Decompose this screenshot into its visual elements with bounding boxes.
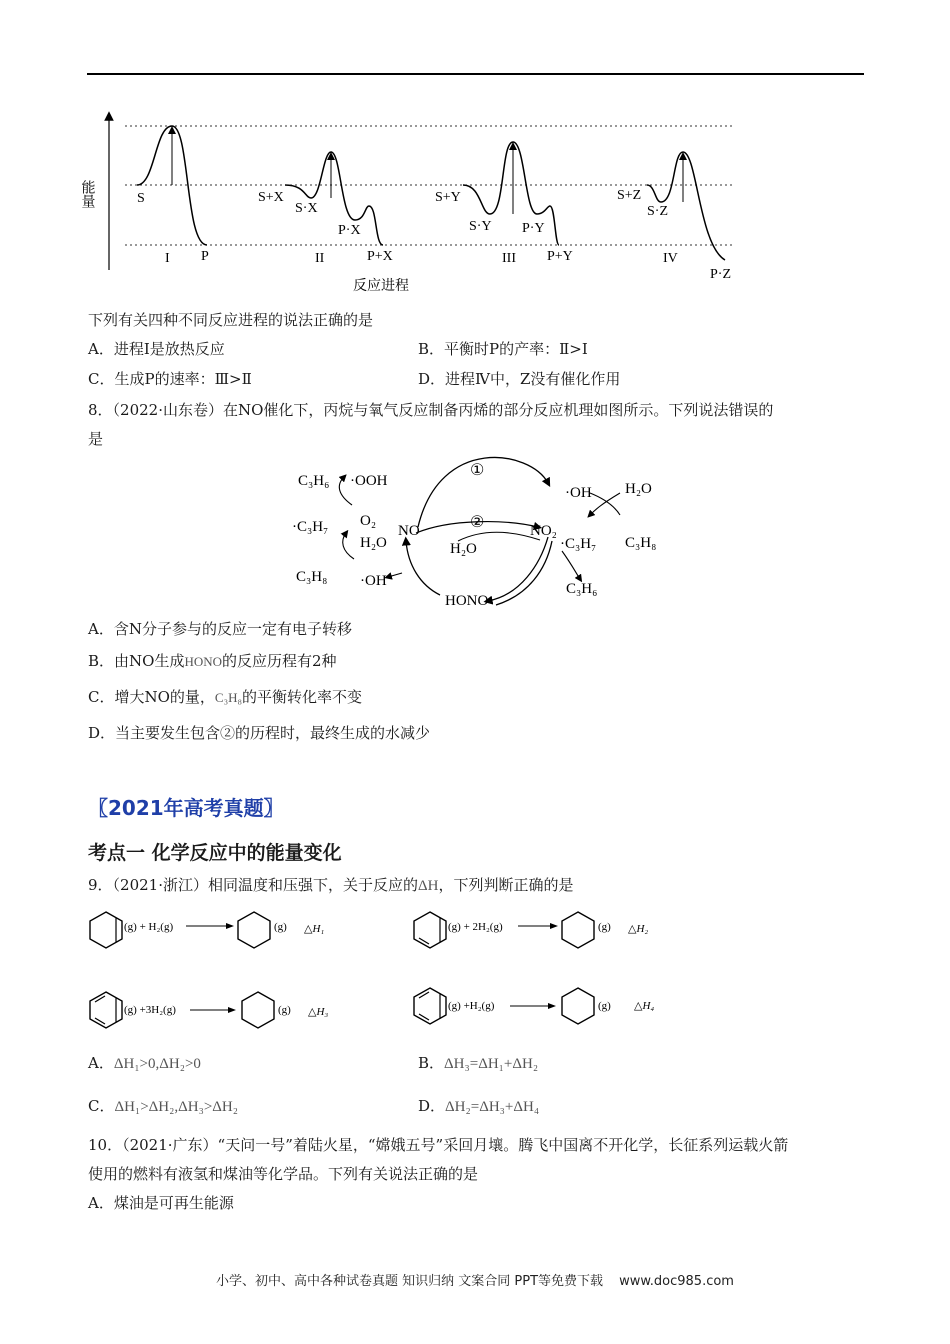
label-s: S [137,191,145,206]
label-s-dot-z: S·Z [647,204,668,219]
q9-c-label: C． [88,1097,115,1115]
c3h8-right: C₃H₈ [625,535,657,551]
q9-option-a [88,1053,201,1074]
q7-option-d: D．进程Ⅳ中，Z没有催化作用 [418,370,621,388]
q8-hono-formula: HONO [184,654,223,669]
q8-option-d: D．当主要发生包含②的历程时，最终生成的水减少 [88,724,431,742]
reaction-2-dh: △H₂ [628,923,649,935]
reaction-1 [86,908,386,956]
q9-stem [88,875,574,896]
q9-d-label: D． [418,1097,446,1115]
label-process-2: II [315,251,325,266]
q8-stem: 8．（2022·山东卷）在NO催化下，丙烷与氧气反应制备丙烯的部分反应机理如图所示。下列说法错误的 [88,401,774,419]
kaodian-heading: 考点一 化学反应中的能量变化 [88,842,342,864]
q10-stem: 10．（2021·广东）“天问一号”着陆火星，“嫦娥五号”采回月壤。腾飞中国离不开化学，长征系列运载火箭 [88,1136,789,1154]
q8-option-c-pre: C．增大NO的量， [88,688,215,706]
q9-b-label: B． [418,1054,445,1072]
q9-delta-h: ΔH [418,878,439,894]
header-rule [87,73,864,75]
reaction-4 [410,984,710,1032]
oh-left: ·OH [360,573,387,589]
label-s-plus-z: S+Z [617,188,642,203]
section-title: 〖2021年高考真题〗 [88,796,284,820]
q9-option-c [88,1096,238,1117]
q9-a-label: A． [88,1054,114,1072]
label-p-dot-y: P·Y [522,221,545,236]
label-process-3: III [502,251,516,266]
q10-option-a: A．煤油是可再生能源 [88,1194,234,1212]
q9-stem-pre: 9．（2021·浙江）相同温度和压强下，关于反应的 [88,876,418,894]
h2o-right: H₂O [625,481,652,497]
reaction-2 [410,908,710,956]
h2o-left: H₂O [360,535,387,551]
q10-stem-cont: 使用的燃料有液氢和煤油等化学品。下列有关说法正确的是 [88,1165,479,1183]
no2-label: NO₂ [530,523,557,539]
label-p-dot-x: P·X [338,223,361,238]
reaction-1-reactants: (g) + H₂(g) [124,921,174,933]
reaction-3-reactants: (g) +3H₂(g) [124,1004,176,1016]
q9-option-b [418,1053,538,1074]
reaction-4-reactants: (g) +H₂(g) [448,1000,495,1012]
q8-option-b-post: 的反应历程有2种 [222,652,337,670]
reaction-3 [86,988,386,1036]
footer-text: 小学、初中、高中各种试卷真题 知识归纳 文案合同 PPT等免费下载 [216,1274,604,1289]
ooh-radical: ·OOH [350,473,388,489]
reaction-4-product: (g) [598,1000,611,1012]
q8-option-c [88,687,362,708]
q7-option-a: A．进程Ⅰ是放热反应 [88,340,225,358]
h2o-mid: H₂O [450,541,477,557]
c3h7-left: ·C₃H₇ [292,519,329,535]
q7-option-b: B．平衡时P的产率：Ⅱ>Ⅰ [418,340,588,358]
label-p-plus-x: P+X [367,249,393,264]
label-s-dot-y: S·Y [469,219,492,234]
reaction-4-dh: △H₄ [634,1000,655,1012]
hono-label: HONO [445,593,489,609]
q9-b-expr: ΔH₃=ΔH₁+ΔH₂ [444,1056,539,1072]
q8-stem-cont: 是 [88,430,104,448]
c3h8-left: C₃H₈ [296,569,328,585]
reaction-mechanism-diagram [290,455,680,615]
c3h6-left: C₃H₆ [298,473,330,489]
label-p: P [201,249,209,264]
q9-stem-post: ，下列判断正确的是 [438,876,574,894]
energy-profile-diagram [79,110,755,300]
label-process-4: IV [663,251,678,266]
y-axis-label: 能量 [79,180,95,208]
label-p-plus-y: P+Y [547,249,573,264]
oh-right: ·OH [565,485,592,501]
reaction-1-product: (g) [274,921,287,933]
path-2-label: ② [470,514,485,531]
c3h6-right: C₃H₆ [566,581,598,597]
q8-option-b [88,651,337,672]
q9-option-d [418,1096,539,1117]
footer-site-link[interactable]: www.doc985.com [619,1274,734,1289]
q7-stem: 下列有关四种不同反应进程的说法正确的是 [88,311,374,329]
o2: O₂ [360,513,377,529]
no-label: NO [398,523,420,539]
label-p-dot-z: P·Z [710,267,731,282]
label-s-plus-x: S+X [258,190,284,205]
label-process-1: I [165,251,170,266]
page-footer [0,1270,950,1289]
reaction-2-reactants: (g) + 2H₂(g) [448,921,503,933]
label-s-plus-y: S+Y [435,190,461,205]
c3h7-right: ·C₃H₇ [560,536,597,552]
label-s-dot-x: S·X [295,201,318,216]
reaction-3-product: (g) [278,1004,291,1016]
q8-option-a: A．含N分子参与的反应一定有电子转移 [88,620,352,638]
q9-c-expr: ΔH₁>ΔH₂,ΔH₃>ΔH₂ [114,1099,238,1115]
reaction-3-dh: △H₃ [308,1006,329,1018]
path-1-label: ① [470,462,485,479]
q7-option-c: C．生成P的速率：Ⅲ>Ⅱ [88,370,252,388]
q8-option-c-post: 的平衡转化率不变 [242,688,363,706]
q8-option-b-pre: B．由NO生成 [88,652,185,670]
x-axis-label: 反应进程 [353,279,409,294]
q9-d-expr: ΔH₂=ΔH₃+ΔH₄ [445,1099,540,1115]
q8-c3h8-formula: C₃H₈ [214,690,243,705]
q9-a-expr: ΔH₁>0,ΔH₂>0 [113,1056,201,1072]
reaction-2-product: (g) [598,921,611,933]
reaction-1-dh: △H₁ [304,923,325,935]
